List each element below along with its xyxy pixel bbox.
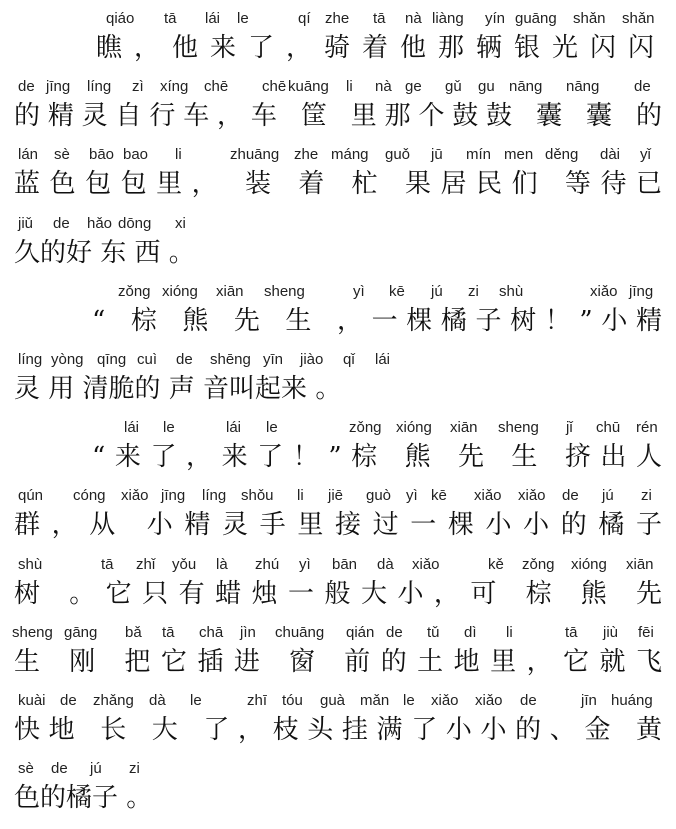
pinyin-syllable: shǎn <box>622 10 655 27</box>
pinyin-syllable: dà <box>377 555 394 573</box>
pinyin-syllable: nà <box>405 10 422 27</box>
pinyin-syllable: de <box>176 351 193 368</box>
pinyin-syllable: yì <box>353 282 365 300</box>
pinyin-syllable: shēng <box>210 351 251 368</box>
pinyin-syllable: huáng <box>611 692 653 709</box>
pinyin-syllable: de <box>562 487 579 505</box>
pinyin-syllable: zhe <box>325 10 350 27</box>
hanzi-text: 瞧，他来了，骑着他那辆银光闪闪 <box>96 33 667 63</box>
pinyin-syllable: xióng <box>396 419 432 437</box>
text-line <box>0 415 676 483</box>
pinyin-syllable: yì <box>299 555 311 573</box>
pinyin-syllable: le <box>163 419 175 437</box>
pinyin-syllable: yín <box>485 10 506 27</box>
pinyin-syllable: qún <box>18 487 44 505</box>
pinyin-syllable: le <box>403 692 415 709</box>
pinyin-syllable: xiǎo <box>431 692 459 709</box>
pinyin-syllable: chē <box>262 78 287 96</box>
text-line <box>0 279 676 347</box>
pinyin-syllable: de <box>520 692 537 709</box>
pinyin-syllable: sè <box>18 760 34 778</box>
hanzi-text: 生 刚 把它插进 窗 前的土地里，它就飞 <box>14 646 673 677</box>
pinyin-syllable: xiǎo <box>475 692 503 709</box>
pinyin-syllable: de <box>18 78 35 96</box>
pinyin-syllable: gǔ <box>445 78 462 96</box>
pinyin-syllable: zi <box>641 487 652 505</box>
pinyin-syllable: kē <box>431 487 447 505</box>
pinyin-syllable: dài <box>600 146 621 164</box>
pinyin-syllable: zǒng <box>349 419 382 437</box>
pinyin-syllable: líng <box>87 78 112 96</box>
hanzi-text: “ 棕 熊 先 生 ，一棵橘子树！”小精 <box>92 305 671 336</box>
pinyin-syllable: zi <box>129 760 140 778</box>
pinyin-syllable: qǐ <box>343 351 355 368</box>
pinyin-syllable: li <box>346 78 353 96</box>
pinyin-syllable: xiǎo <box>474 487 502 505</box>
pinyin-syllable: xiǎo <box>590 282 618 300</box>
pinyin-syllable: xiān <box>450 419 478 437</box>
hanzi-text: “来了，来了！”棕 熊 先 生 挤出人 <box>92 442 672 473</box>
pinyin-syllable: sè <box>54 146 70 164</box>
text-line <box>0 142 676 210</box>
text-line <box>0 620 676 688</box>
text-line <box>0 483 676 551</box>
pinyin-syllable: liàng <box>432 10 464 27</box>
pinyin-syllable: li <box>175 146 182 164</box>
pinyin-syllable: qīng <box>97 351 127 368</box>
text-line <box>0 552 676 620</box>
pinyin-syllable: zhe <box>294 146 319 164</box>
hanzi-text: 树 。它只有蜡烛一般大小，可 棕 熊 先 <box>14 578 673 609</box>
pinyin-syllable: jǐ <box>566 419 573 437</box>
pinyin-syllable: de <box>60 692 77 709</box>
pinyin-syllable: rén <box>636 419 658 437</box>
pinyin-syllable: xi <box>175 214 186 232</box>
pinyin-syllable: xiān <box>216 282 244 300</box>
pinyin-syllable: tā <box>164 10 177 27</box>
pinyin-syllable: zi <box>468 282 479 300</box>
pinyin-syllable: jiào <box>300 351 324 368</box>
pinyin-syllable: le <box>190 692 202 709</box>
pinyin-syllable: lái <box>124 419 140 437</box>
pinyin-syllable: shǒu <box>241 487 274 505</box>
pinyin-syllable: de <box>53 214 70 232</box>
pinyin-syllable: líng <box>202 487 227 505</box>
pinyin-syllable: chā <box>199 623 224 641</box>
pinyin-syllable: fēi <box>638 623 654 641</box>
pinyin-syllable: xiān <box>626 555 654 573</box>
pinyin-syllable: yīn <box>263 351 284 368</box>
pinyin-syllable: zǒng <box>118 282 151 300</box>
pinyin-syllable: qí <box>298 10 311 27</box>
hanzi-text: 蓝色包包里， 装 着 杧 果居民们 等待已 <box>14 169 672 200</box>
pinyin-syllable: de <box>634 78 651 96</box>
pinyin-syllable: zǒng <box>522 555 555 573</box>
pinyin-syllable: li <box>506 623 513 641</box>
pinyin-syllable: bao <box>123 146 149 164</box>
text-line <box>0 756 676 824</box>
pinyin-syllable: qiáo <box>106 10 135 27</box>
pinyin-syllable: xiǎo <box>412 555 440 573</box>
pinyin-syllable: nāng <box>566 78 600 96</box>
pinyin-syllable: jū <box>431 146 443 164</box>
pinyin-syllable: kě <box>488 555 504 573</box>
pinyin-syllable: cuì <box>137 351 158 368</box>
pinyin-syllable: jìn <box>240 623 256 641</box>
pinyin-syllable: yǐ <box>640 146 651 164</box>
pinyin-syllable: jú <box>90 760 102 778</box>
pinyin-syllable: bāo <box>89 146 115 164</box>
hanzi-text: 色的橘子 。 <box>14 783 153 814</box>
pinyin-syllable: jīng <box>46 78 71 96</box>
hanzi-text: 灵 用 清脆的 声 音叫起来 。 <box>14 374 342 404</box>
pinyin-syllable: sheng <box>498 419 539 437</box>
pinyin-syllable: lán <box>18 146 39 164</box>
pinyin-syllable: mǎn <box>360 692 390 709</box>
pinyin-syllable: chū <box>596 419 621 437</box>
pinyin-syllable: li <box>297 487 304 505</box>
pinyin-syllable: jú <box>431 282 443 300</box>
pinyin-syllable: jú <box>602 487 614 505</box>
pinyin-syllable: zhī <box>247 692 268 709</box>
hanzi-text: 久的好 东 西 。 <box>14 237 195 268</box>
pinyin-syllable: guò <box>366 487 392 505</box>
pinyin-syllable: shù <box>499 282 524 300</box>
pinyin-syllable: là <box>216 555 228 573</box>
pinyin-syllable: le <box>266 419 278 437</box>
pinyin-syllable: nà <box>375 78 392 96</box>
text-line <box>0 688 676 756</box>
pinyin-syllable: tǔ <box>427 623 440 641</box>
pinyin-syllable: xiǎo <box>518 487 546 505</box>
text-line <box>0 6 676 74</box>
pinyin-syllable: děng <box>545 146 579 164</box>
pinyin-syllable: jiē <box>328 487 344 505</box>
pinyin-syllable: lái <box>205 10 221 27</box>
pinyin-syllable: dà <box>149 692 166 709</box>
pinyin-syllable: cóng <box>73 487 106 505</box>
pinyin-syllable: lái <box>375 351 391 368</box>
pinyin-syllable: líng <box>18 351 43 368</box>
pinyin-syllable: zhú <box>255 555 280 573</box>
pinyin-syllable: tóu <box>282 692 303 709</box>
text-line <box>0 211 676 279</box>
pinyin-syllable: tā <box>101 555 114 573</box>
pinyin-syllable: zhuāng <box>230 146 280 164</box>
pinyin-syllable: jiù <box>603 623 619 641</box>
pinyin-syllable: sheng <box>12 623 53 641</box>
hanzi-text: 群，从 小精灵手里接过一棵小小的橘子 <box>14 510 674 541</box>
pinyin-syllable: yòng <box>51 351 84 368</box>
pinyin-syllable: gāng <box>64 623 98 641</box>
text-line <box>0 347 676 415</box>
pinyin-syllable: tā <box>373 10 386 27</box>
pinyin-syllable: dì <box>464 623 477 641</box>
pinyin-syllable: kuài <box>18 692 46 709</box>
pinyin-syllable: nāng <box>509 78 543 96</box>
pinyin-syllable: guāng <box>515 10 557 27</box>
pinyin-syllable: tā <box>565 623 578 641</box>
pinyin-syllable: zì <box>132 78 144 96</box>
pinyin-syllable: kuāng <box>288 78 329 96</box>
pinyin-syllable: xióng <box>162 282 198 300</box>
pinyin-syllable: jīng <box>629 282 654 300</box>
text-line <box>0 74 676 142</box>
hanzi-text: 快地 长 大 了，枝头挂满了小小的、金 黄 <box>14 715 671 745</box>
pinyin-syllable: xíng <box>160 78 189 96</box>
pinyin-syllable: jīn <box>581 692 597 709</box>
pinyin-syllable: guǒ <box>385 146 411 164</box>
pinyin-syllable: de <box>51 760 68 778</box>
pinyin-syllable: lái <box>226 419 242 437</box>
pinyin-syllable: zhǐ <box>136 555 156 573</box>
pinyin-syllable: ge <box>405 78 422 96</box>
pinyin-syllable: tā <box>162 623 175 641</box>
pinyin-syllable: yì <box>406 487 418 505</box>
pinyin-syllable: hǎo <box>87 214 113 232</box>
pinyin-syllable: bān <box>332 555 358 573</box>
pinyin-syllable: de <box>386 623 403 641</box>
pinyin-syllable: dōng <box>118 214 152 232</box>
pinyin-syllable: guà <box>320 692 346 709</box>
pinyin-syllable: kē <box>389 282 405 300</box>
pinyin-syllable: jiǔ <box>18 214 34 232</box>
pinyin-syllable: sheng <box>264 282 305 300</box>
pinyin-syllable: xiǎo <box>121 487 149 505</box>
pinyin-syllable: shǎn <box>573 10 606 27</box>
pinyin-syllable: jīng <box>161 487 186 505</box>
pinyin-syllable: xióng <box>571 555 607 573</box>
pinyin-syllable: yǒu <box>172 555 197 573</box>
hanzi-text: 的精灵自行车，车 筐 里那个鼓鼓 囊 囊 的 <box>14 101 670 132</box>
pinyin-syllable: gu <box>478 78 495 96</box>
pinyin-syllable: chuāng <box>275 623 325 641</box>
pinyin-syllable: mín <box>466 146 492 164</box>
pinyin-syllable: chē <box>204 78 229 96</box>
pinyin-syllable: men <box>504 146 534 164</box>
pinyin-syllable: shù <box>18 555 43 573</box>
pinyin-syllable: qián <box>346 623 375 641</box>
pinyin-syllable: bǎ <box>125 623 142 641</box>
pinyin-syllable: máng <box>331 146 369 164</box>
pinyin-syllable: zhǎng <box>93 692 134 709</box>
pinyin-syllable: le <box>237 10 249 27</box>
